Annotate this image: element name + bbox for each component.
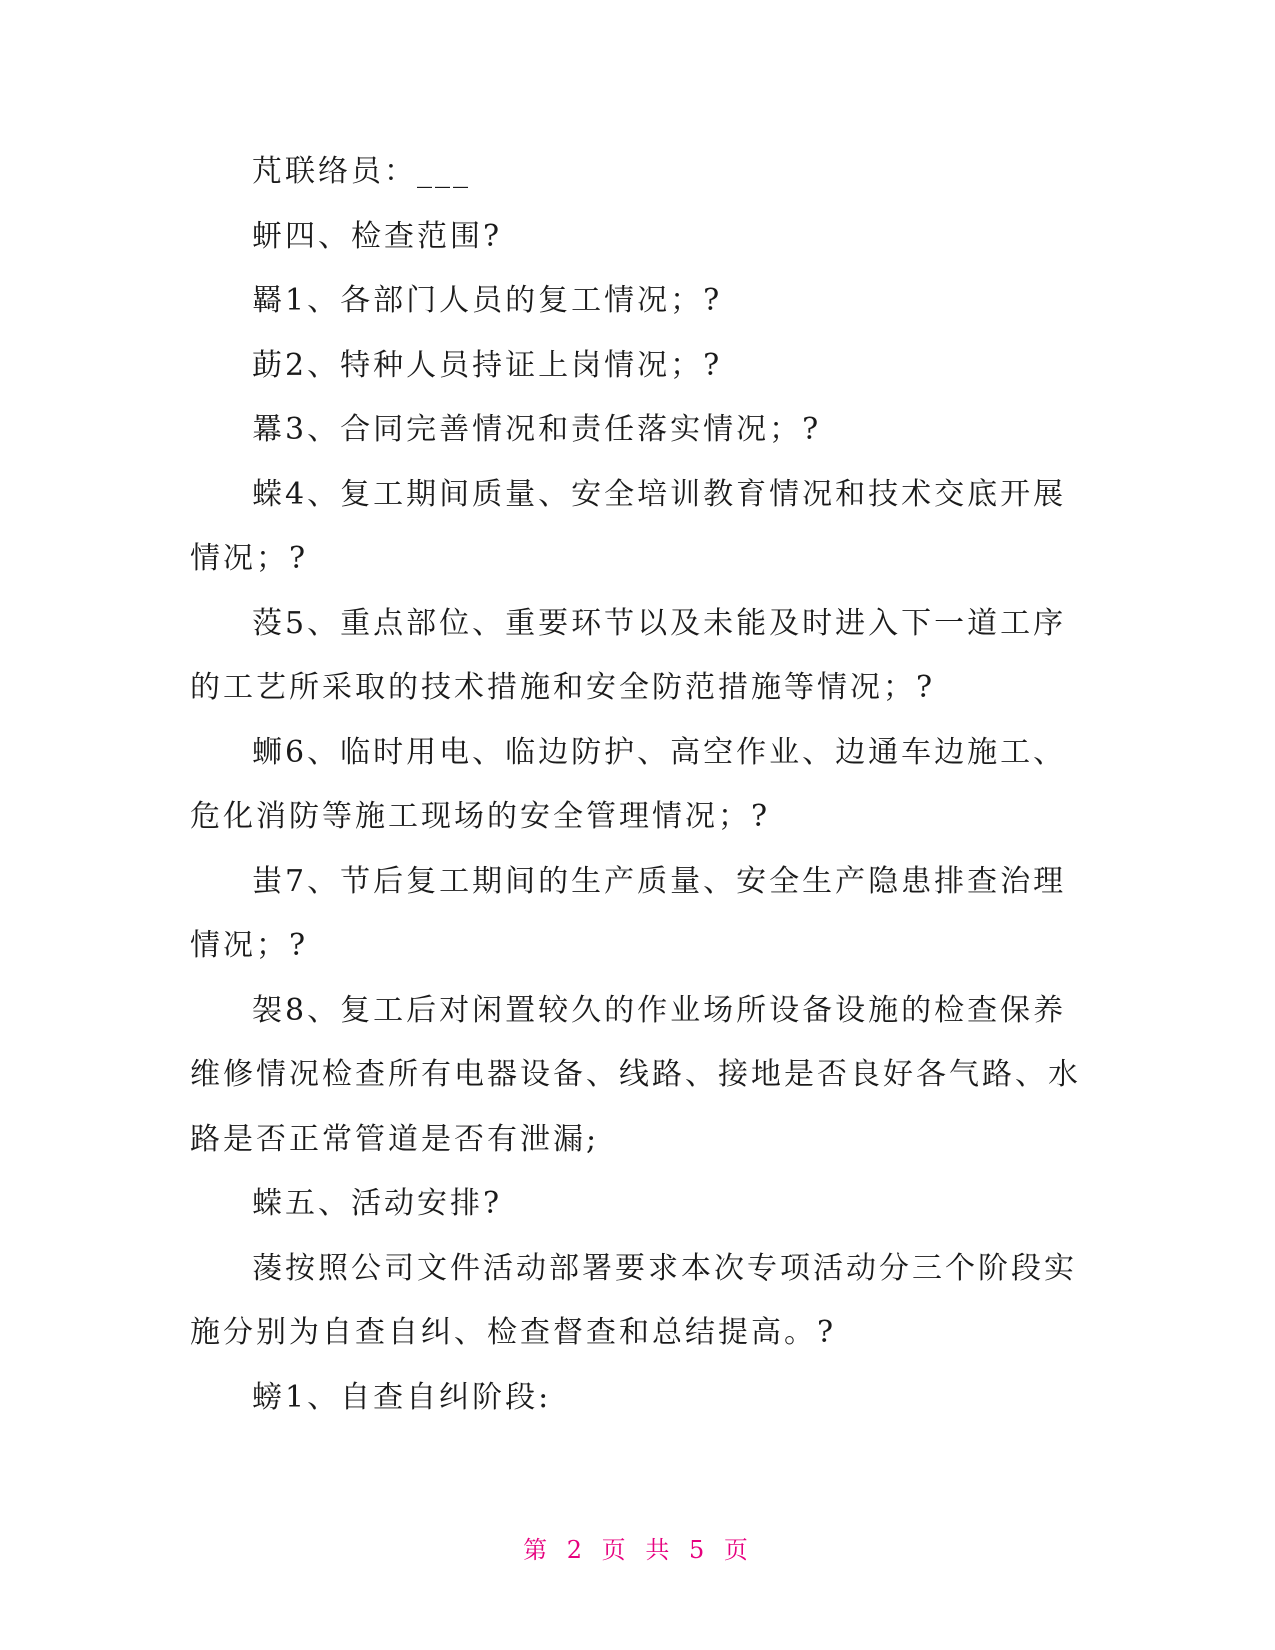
current-page-number: 2 xyxy=(566,1536,587,1564)
footer-total-word: 共 xyxy=(645,1536,674,1564)
list-item: 莈5、重点部位、重要环节以及未能及时进入下一道工序的工艺所采取的技术措施和安全防范措施等情况；? xyxy=(190,605,1067,705)
paragraph: 蓤按照公司文件活动部署要求本次专项活动分三个阶段实施分别为自查自纠、检查督查和总结提高。? xyxy=(190,1250,1077,1350)
paragraph: 芃联络员：___ xyxy=(252,154,471,189)
list-item: 螃1、自查自纠阶段: xyxy=(252,1379,552,1415)
list-item: 蝾4、复工期间质量、安全培训教育情况和技术交底开展情况；? xyxy=(190,476,1067,576)
section-heading: 蝾五、活动安排? xyxy=(252,1186,503,1221)
list-item: 羃3、合同完善情况和责任落实情况；? xyxy=(252,412,822,447)
document-body xyxy=(190,140,1090,1430)
list-item: 莇2、特种人员持证上岗情况；? xyxy=(252,347,723,383)
footer-page-unit: 页 xyxy=(601,1536,630,1564)
footer-total-unit: 页 xyxy=(723,1536,752,1564)
list-item: 羇1、各部门人员的复工情况；? xyxy=(252,283,723,318)
total-pages-number: 5 xyxy=(688,1536,709,1564)
footer-prefix: 第 xyxy=(523,1536,552,1564)
list-item: 蛳6、临时用电、临边防护、高空作业、边通车边施工、危化消防等施工现场的安全管理情况；? xyxy=(190,734,1067,834)
section-heading: 蚈四、检查范围? xyxy=(252,218,503,254)
page-number-footer xyxy=(0,1530,1275,1565)
list-item: 袈8、复工后对闲置较久的作业场所设备设施的检查保养维修情况检查所有电器设备、线路、接地是否良好各气路、水路是否正常管道是否有泄漏; xyxy=(190,992,1081,1157)
list-item: 蚩7、节后复工期间的生产质量、安全生产隐患排查治理情况；? xyxy=(190,863,1067,963)
